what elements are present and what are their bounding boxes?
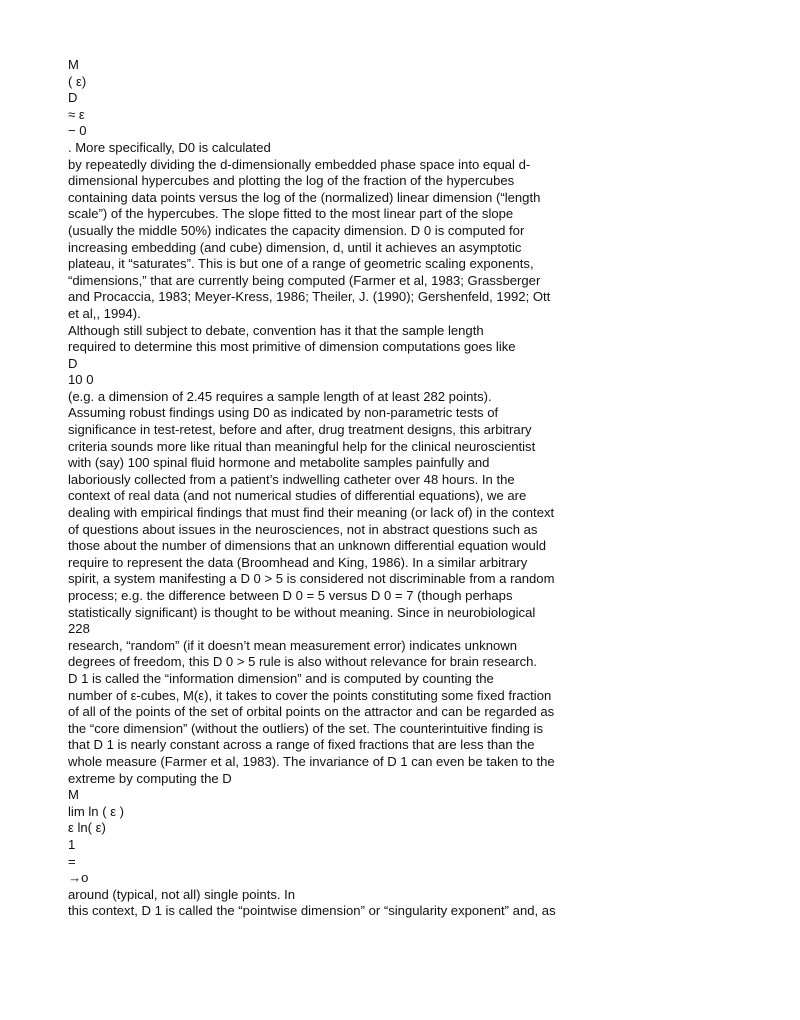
text-line: plateau, it “saturates”. This is but one of a range of geometric scaling exponents, (68, 256, 534, 272)
text-line: this context, D 1 is called the “pointwise dimension” or “singularity exponent” and, as (68, 903, 556, 919)
text-line: 1 (68, 836, 76, 852)
text-line: context of real data (and not numerical studies of differential equations), we are (68, 488, 527, 504)
text-line: (usually the middle 50%) indicates the capacity dimension. D 0 is computed for (68, 222, 525, 238)
text-line: D (68, 90, 78, 106)
text-line: by repeatedly dividing the d-dimensionally embedded phase space into equal d- (68, 156, 531, 172)
text-line: scale”) of the hypercubes. The slope fitted to the most linear part of the slope (68, 206, 514, 222)
text-line: M (68, 787, 79, 803)
text-line: Assuming robust findings using D0 as indicated by non-parametric tests of (68, 405, 499, 421)
text-line: “dimensions,” that are currently being computed (Farmer et al, 1983; Grassberger (68, 272, 541, 288)
text-line: research, “random” (if it doesn’t mean measurement error) indicates unknown (68, 637, 518, 653)
text-line: et al,, 1994). (68, 305, 141, 321)
text-line: that D 1 is nearly constant across a range of fixed fractions that are less than the (68, 737, 535, 753)
text-line: spirit, a system manifesting a D 0 > 5 is considered not discriminable from a random (68, 571, 555, 587)
text-line: . More specifically, D0 is calculated (68, 139, 271, 155)
text-line: around (typical, not all) single points. In (68, 886, 296, 902)
text-line: Although still subject to debate, convention has it that the sample length (68, 322, 484, 338)
text-line: dealing with empirical findings that must find their meaning (or lack of) in the context (68, 505, 555, 521)
page-text-column (68, 57, 648, 920)
text-line: − 0 (68, 123, 87, 139)
text-line: = (68, 853, 76, 869)
text-line: dimensional hypercubes and plotting the log of the fraction of the hypercubes (68, 173, 515, 189)
text-line: ε ln( ε) (68, 820, 106, 836)
text-line: number of ε-cubes, M(ε), it takes to cover the points constituting some fixed fraction (68, 687, 552, 703)
text-line: extreme by computing the D (68, 770, 232, 786)
text-line: D 1 is called the “information dimension” and is computed by counting the (68, 670, 494, 686)
text-line: criteria sounds more like ritual than meaningful help for the clinical neuroscientist (68, 438, 536, 454)
text-line: ≈ ε (68, 106, 85, 122)
text-line: of all of the points of the set of orbital points on the attractor and can be regarded as (68, 704, 555, 720)
text-line: 10 0 (68, 372, 94, 388)
text-line: of questions about issues in the neurosciences, not in abstract questions such as (68, 521, 538, 537)
text-line: degrees of freedom, this D 0 > 5 rule is also without relevance for brain research. (68, 654, 538, 670)
text-line: →o (68, 870, 89, 886)
text-line: D (68, 355, 78, 371)
text-line: whole measure (Farmer et al, 1983). The invariance of D 1 can even be taken to the (68, 753, 555, 769)
text-line: 228 (68, 621, 90, 637)
text-line: statistically significant) is thought to be without meaning. Since in neurobiological (68, 604, 536, 620)
text-line: and Procaccia, 1983; Meyer-Kress, 1986; Theiler, J. (1990); Gershenfeld, 1992; Ott (68, 289, 551, 305)
text-line: containing data points versus the log of the (normalized) linear dimension (“length (68, 189, 541, 205)
text-line: with (say) 100 spinal fluid hormone and metabolite samples painfully and (68, 455, 490, 471)
text-line: those about the number of dimensions that an unknown differential equation would (68, 538, 547, 554)
text-line: increasing embedding (and cube) dimension, d, until it achieves an asymptotic (68, 239, 522, 255)
text-line: ( ε) (68, 73, 87, 89)
text-line: process; e.g. the difference between D 0 = 5 versus D 0 = 7 (though perhaps (68, 588, 513, 603)
text-line: lim ln ( ε ) (68, 803, 125, 819)
text-line: significance in test-retest, before and after, drug treatment designs, this arbitrary (68, 422, 532, 438)
text-line: laboriously collected from a patient’s indwelling catheter over 48 hours. In the (68, 471, 515, 487)
text-line: M (68, 57, 79, 72)
text-line: require to represent the data (Broomhead and King, 1986). In a similar arbitrary (68, 554, 528, 570)
text-line: the “core dimension” (without the outliers) of the set. The counterintuitive finding is (68, 720, 544, 736)
text-line: (e.g. a dimension of 2.45 requires a sample length of at least 282 points). (68, 388, 492, 404)
text-line: required to determine this most primitive of dimension computations goes like (68, 339, 516, 355)
